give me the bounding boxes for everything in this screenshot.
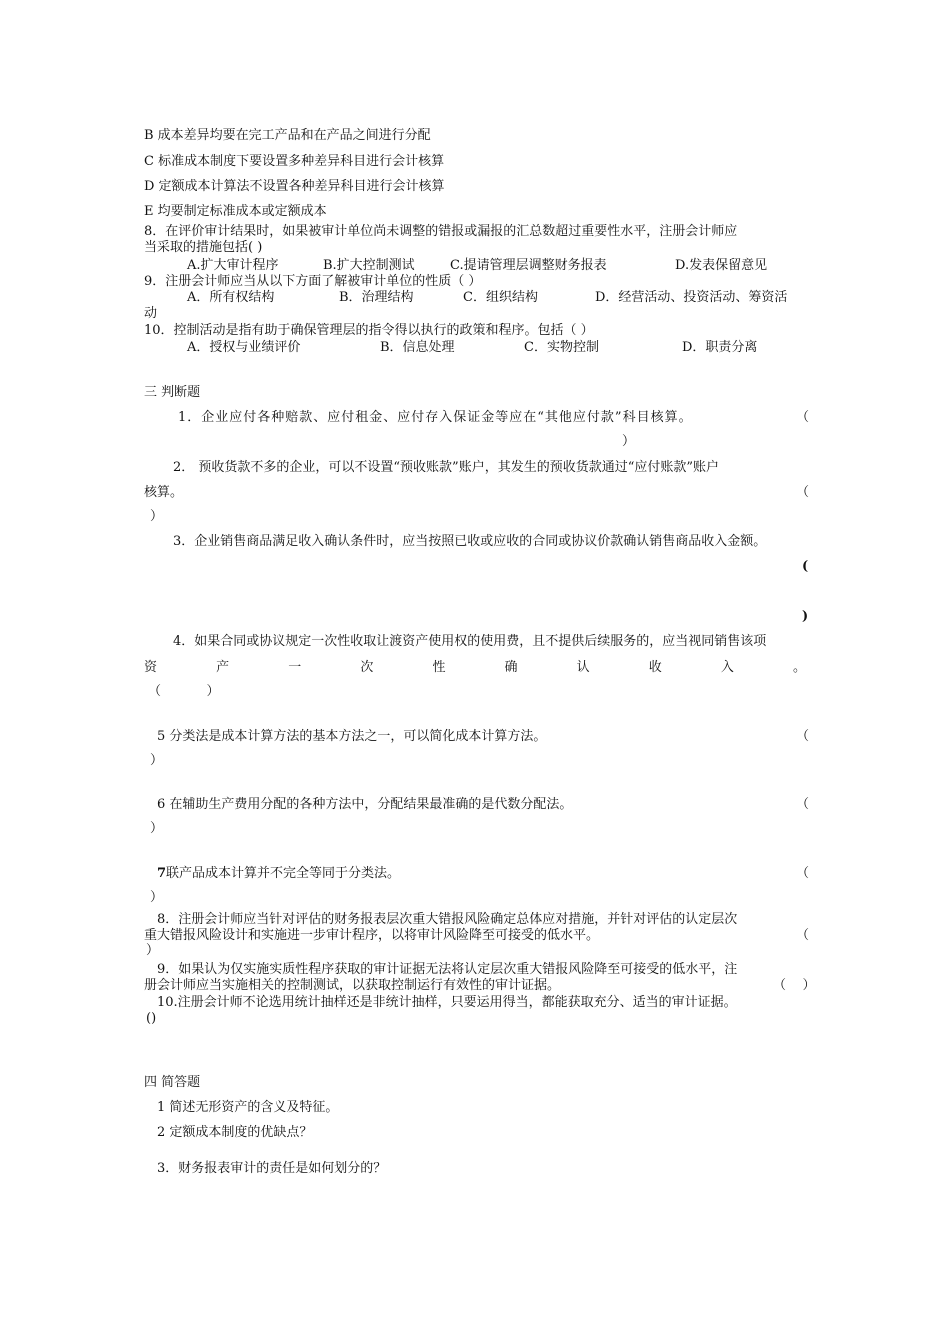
mc-option-b: B 成本差异均要在完工产品和在产品之间进行分配 bbox=[144, 128, 431, 143]
mc-q9-option-a: A．所有权结构 bbox=[187, 290, 275, 305]
tf-q4-line1: 4．如果合同或协议规定一次性收取让渡资产使用权的使用费，且不提供后续服务的，应当视同销售该项 bbox=[173, 634, 767, 649]
tf-q1-paren-close: ） bbox=[622, 434, 636, 449]
tf-q7-paren-close: ） bbox=[150, 890, 164, 905]
tf-q7-paren-open: （ bbox=[796, 866, 810, 881]
tf-q4-char: 收 bbox=[648, 660, 662, 675]
sa-heading: 四 简答题 bbox=[144, 1075, 201, 1090]
tf-q4-char: 次 bbox=[360, 660, 374, 675]
mc-q9-option-c: C．组织结构 bbox=[463, 290, 538, 305]
mc-option-d: D 定额成本计算法不设置各种差异科目进行会计核算 bbox=[144, 179, 445, 194]
tf-q4-char: 资 bbox=[144, 660, 158, 675]
mc-q9-options bbox=[187, 290, 787, 306]
tf-q10-paren: () bbox=[146, 1011, 157, 1026]
mc-q10-option-b: B．信息处理 bbox=[380, 340, 455, 355]
sa-q3: 3．财务报表审计的责任是如何划分的？ bbox=[157, 1161, 387, 1176]
tf-q2-line2: 核算。 bbox=[144, 485, 184, 500]
tf-q6-paren-close: ） bbox=[150, 821, 164, 836]
tf-q4-char: 确 bbox=[504, 660, 518, 675]
mc-q8-option-a: A.扩大审计程序 bbox=[187, 258, 279, 273]
tf-q6-text: 6 在辅助生产费用分配的各种方法中，分配结果最准确的是代数分配法。 bbox=[157, 797, 573, 812]
tf-q7 bbox=[157, 866, 400, 882]
tf-q8-paren-open: （ bbox=[796, 928, 810, 943]
tf-q4-char: 一 bbox=[288, 660, 302, 675]
mc-q8-options bbox=[187, 258, 767, 274]
tf-q4-char: 性 bbox=[432, 660, 446, 675]
mc-q10-options bbox=[187, 340, 757, 356]
mc-q10-option-d: D．职责分离 bbox=[682, 340, 758, 355]
mc-q8-option-d: D.发表保留意见 bbox=[675, 258, 768, 273]
tf-q1-text: 1．企业应付各种赔款、应付租金、应付存入保证金等应在“其他应付款”科目核算。 bbox=[178, 410, 693, 425]
tf-q7-number: 7 bbox=[157, 866, 167, 881]
tf-q4-paren: （ ） bbox=[148, 684, 220, 699]
mc-q9-line1: 9．注册会计师应当从以下方面了解被审计单位的性质（ ） bbox=[144, 274, 482, 289]
tf-q5-text: 5 分类法是成本计算方法的基本方法之一，可以简化成本计算方法。 bbox=[157, 729, 547, 744]
tf-q10-line1: 10.注册会计师不论选用统计抽样还是非统计抽样，只要运用得当，都能获取充分、适当的审计证据。 bbox=[157, 995, 737, 1010]
tf-q4-char: 认 bbox=[576, 660, 590, 675]
tf-q3-paren-close: ) bbox=[802, 609, 809, 624]
tf-q8-line1: 8．注册会计师应当针对评估的财务报表层次重大错报风险确定总体应对措施，并针对评估的认定层次 bbox=[157, 912, 738, 927]
tf-q9-line1: 9．如果认为仅实施实质性程序获取的审计证据无法将认定层次重大错报风险降至可接受的低水平，注 bbox=[157, 962, 738, 977]
tf-q6-paren-open: （ bbox=[796, 797, 810, 812]
mc-q10-line1: 10．控制活动是指有助于确保管理层的指令得以执行的政策和程序。包括（ ） bbox=[144, 323, 594, 338]
tf-q7-text: 联产品成本计算并不完全等同于分类法。 bbox=[166, 866, 401, 881]
mc-q10-option-c: C．实物控制 bbox=[524, 340, 599, 355]
mc-q8-option-b: B.扩大控制测试 bbox=[323, 258, 415, 273]
sa-q2: 2 定额成本制度的优缺点？ bbox=[157, 1125, 313, 1140]
tf-q2-line1: 2． 预收货款不多的企业，可以不设置“预收账款”账户，其发生的预收货款通过“应付账款”账户 bbox=[173, 460, 719, 475]
mc-q8-line1: 8．在评价审计结果时，如果被审计单位尚未调整的错报或漏报的汇总数超过重要性水平，注册会计师应 bbox=[144, 224, 738, 239]
tf-q8-paren-close: ） bbox=[146, 943, 160, 958]
tf-q5-paren-open: （ bbox=[796, 729, 810, 744]
tf-q4-line2 bbox=[144, 660, 806, 676]
tf-q8-line2: 重大错报风险设计和实施进一步审计程序，以将审计风险降至可接受的低水平。 bbox=[144, 928, 600, 943]
tf-q4-char: 入 bbox=[720, 660, 734, 675]
tf-q3-paren-open: ( bbox=[802, 559, 809, 574]
tf-q1-paren-open: （ bbox=[796, 410, 810, 425]
mc-q9-option-d: D．经营活动、投资活动、筹资活 bbox=[595, 290, 788, 305]
mc-option-c: C 标准成本制度下要设置多种差异科目进行会计核算 bbox=[144, 154, 445, 169]
mc-option-e: E 均要制定标准成本或定额成本 bbox=[144, 204, 327, 219]
tf-q2-paren-close: ） bbox=[150, 509, 164, 524]
mc-q10-option-a: A．授权与业绩评价 bbox=[187, 340, 301, 355]
mc-q9-option-b: B．治理结构 bbox=[339, 290, 414, 305]
tf-q4-char: 产 bbox=[216, 660, 230, 675]
tf-q9-paren: （ ） bbox=[773, 978, 816, 993]
mc-q9-line2: 动 bbox=[144, 306, 158, 321]
tf-heading: 三 判断题 bbox=[144, 385, 201, 400]
tf-q2-paren-open: （ bbox=[796, 485, 810, 500]
tf-q4-char: 。 bbox=[792, 660, 806, 675]
tf-q3-text: 3．企业销售商品满足收入确认条件时，应当按照已收或应收的合同或协议价款确认销售商品收入金额。 bbox=[173, 534, 767, 549]
tf-q9-line2: 册会计师应当实施相关的控制测试，以获取控制运行有效性的审计证据。 bbox=[144, 978, 561, 993]
mc-q8-line2: 当采取的措施包括( ) bbox=[144, 240, 263, 255]
sa-q1: 1 简述无形资产的含义及特征。 bbox=[157, 1100, 339, 1115]
tf-q5-paren-close: ） bbox=[150, 753, 164, 768]
mc-q8-option-c: C.提请管理层调整财务报表 bbox=[450, 258, 607, 273]
